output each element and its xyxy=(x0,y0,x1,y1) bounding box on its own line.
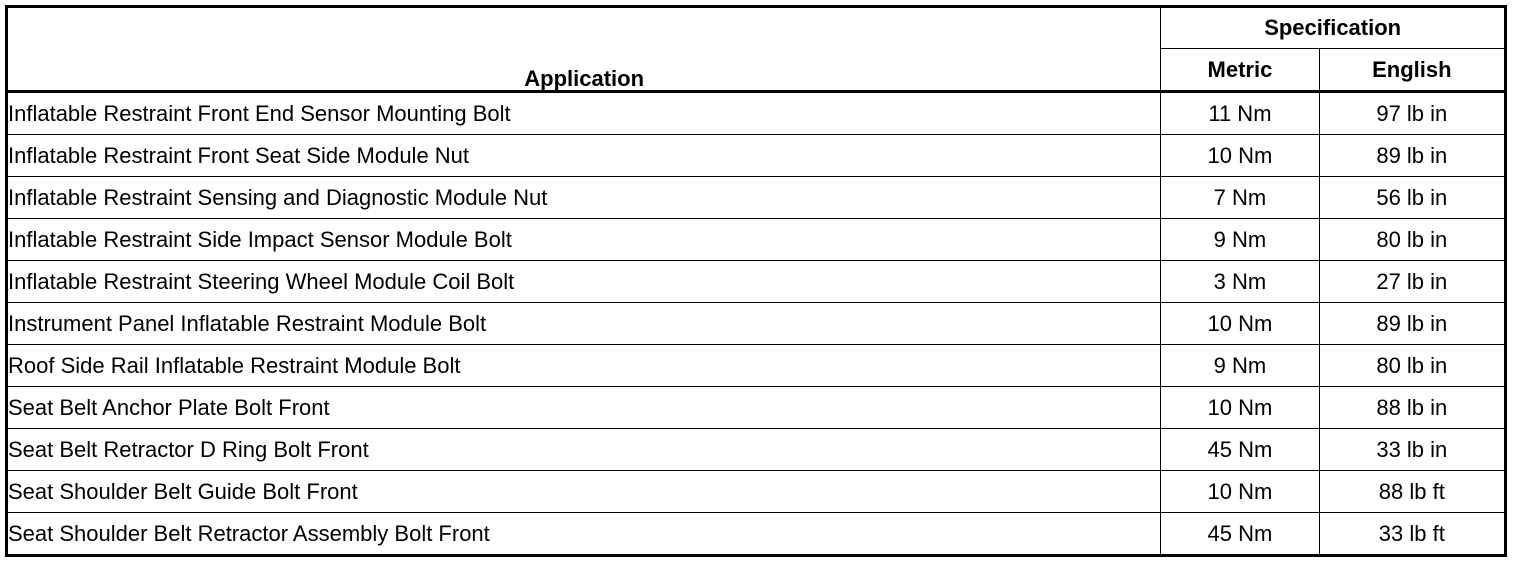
application-cell: Roof Side Rail Inflatable Restraint Module Bolt xyxy=(7,345,1161,387)
table-row xyxy=(7,177,1506,219)
application-column-header: Application xyxy=(7,7,1161,92)
application-cell: Seat Belt Retractor D Ring Bolt Front xyxy=(7,429,1161,471)
metric-cell: 45 Nm xyxy=(1161,513,1319,556)
fastener-specification-table xyxy=(5,5,1507,557)
english-cell: 88 lb ft xyxy=(1319,471,1505,513)
metric-column-header: Metric xyxy=(1161,49,1319,92)
table-row xyxy=(7,471,1506,513)
english-cell: 89 lb in xyxy=(1319,135,1505,177)
application-cell: Inflatable Restraint Front End Sensor Mounting Bolt xyxy=(7,92,1161,135)
table-row xyxy=(7,261,1506,303)
english-cell: 80 lb in xyxy=(1319,219,1505,261)
table-row xyxy=(7,303,1506,345)
application-cell: Seat Belt Anchor Plate Bolt Front xyxy=(7,387,1161,429)
english-cell: 27 lb in xyxy=(1319,261,1505,303)
metric-cell: 10 Nm xyxy=(1161,303,1319,345)
english-cell: 80 lb in xyxy=(1319,345,1505,387)
application-cell: Seat Shoulder Belt Retractor Assembly Bolt Front xyxy=(7,513,1161,556)
application-cell: Inflatable Restraint Side Impact Sensor Module Bolt xyxy=(7,219,1161,261)
application-cell: Seat Shoulder Belt Guide Bolt Front xyxy=(7,471,1161,513)
metric-cell: 9 Nm xyxy=(1161,219,1319,261)
english-cell: 89 lb in xyxy=(1319,303,1505,345)
table-row xyxy=(7,513,1506,556)
table-body xyxy=(7,92,1506,556)
table-row xyxy=(7,345,1506,387)
metric-cell: 10 Nm xyxy=(1161,135,1319,177)
metric-cell: 10 Nm xyxy=(1161,387,1319,429)
table-row xyxy=(7,92,1506,135)
application-cell: Inflatable Restraint Steering Wheel Module Coil Bolt xyxy=(7,261,1161,303)
english-cell: 97 lb in xyxy=(1319,92,1505,135)
table-row xyxy=(7,387,1506,429)
table-row xyxy=(7,135,1506,177)
metric-cell: 9 Nm xyxy=(1161,345,1319,387)
metric-cell: 11 Nm xyxy=(1161,92,1319,135)
specification-column-header: Specification xyxy=(1161,7,1506,49)
application-cell: Instrument Panel Inflatable Restraint Module Bolt xyxy=(7,303,1161,345)
table-header-row xyxy=(7,7,1506,49)
metric-cell: 3 Nm xyxy=(1161,261,1319,303)
english-column-header: English xyxy=(1319,49,1505,92)
table-row xyxy=(7,219,1506,261)
metric-cell: 7 Nm xyxy=(1161,177,1319,219)
english-cell: 88 lb in xyxy=(1319,387,1505,429)
english-cell: 33 lb ft xyxy=(1319,513,1505,556)
table-row xyxy=(7,429,1506,471)
application-cell: Inflatable Restraint Sensing and Diagnostic Module Nut xyxy=(7,177,1161,219)
metric-cell: 10 Nm xyxy=(1161,471,1319,513)
english-cell: 56 lb in xyxy=(1319,177,1505,219)
application-cell: Inflatable Restraint Front Seat Side Module Nut xyxy=(7,135,1161,177)
english-cell: 33 lb in xyxy=(1319,429,1505,471)
metric-cell: 45 Nm xyxy=(1161,429,1319,471)
